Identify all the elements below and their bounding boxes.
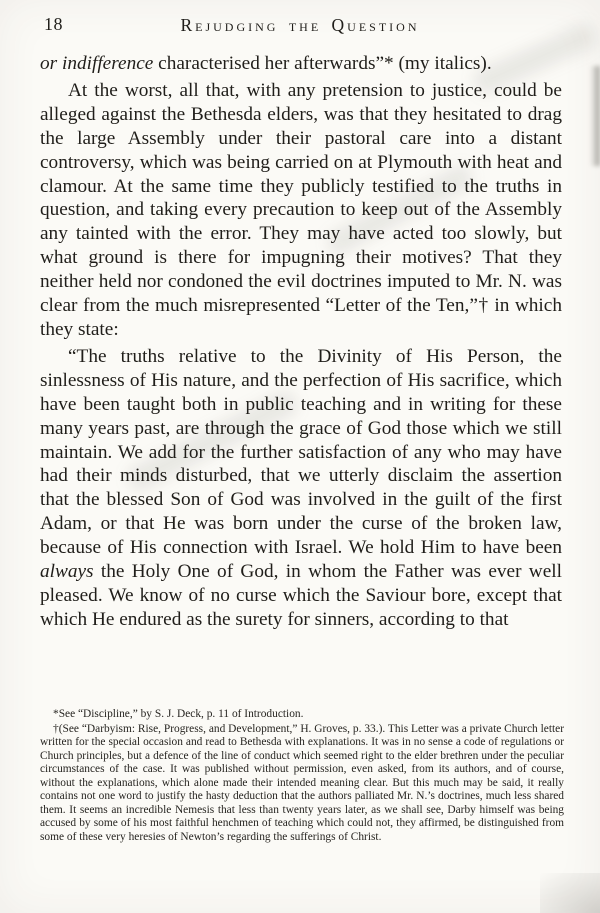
scan-corner-shadow (540, 873, 600, 913)
body-text (40, 52, 562, 632)
footnote-dagger: †(See “Darbyism: Rise, Progress, and Development,” H. Groves, p. 33.). This Letter was a private Church letter written for the special occasion and read to Bethesda with explanations. It was in no sense a code of regulations or Church principles, but a defence of the line of conduct which seemed right to the elder brethren under the peculiar circumstances of the case. It was published without permission, even asked, from its authors, and of course, without the explanations, which alone made their intended meaning clear. But this much may be said, it really contains not one word to justify the hasty deduction that the authors palliated Mr. N.’s doctrines, much less shared them. It seems an incredible Nemesis that less than twenty years later, as we shall see, Darby himself was being accused by some of his most faithful henchmen of teaching which could not, they affirmed, be distinguished from some of these very heresies of Newton’s regarding the sufferings of Christ. (40, 722, 564, 843)
page-header (44, 14, 556, 40)
footnotes (40, 708, 564, 844)
scan-edge-artifact (590, 66, 600, 166)
paragraph-letter-of-ten-quote (40, 345, 562, 632)
paragraph-defense-of-elders: At the worst, all that, with any pretension to justice, could be alleged against the Bethesda elders, was that they hesitated to drag the large Assembly under their pastoral care into a distant controversy, which was being carried on at Plymouth with heat and clamour. At the same time they publicly testified to the truths in question, and taking every precaution to keep out of the Assembly any tainted with the error. They may have acted too slowly, but what ground is there for impugning their motives? That they neither held nor condoned the evil doctrines imputed to Mr. N. was clear from the much misrepresented “Letter of the Ten,”† in which they state: (40, 79, 562, 340)
footnote-asterisk: *See “Discipline,” by S. J. Deck, p. 11 of Introduction. (53, 708, 304, 720)
paragraph-continuation-text: characterised her afterwards”* (my italics). (153, 53, 492, 74)
italic-phrase: always (40, 561, 94, 583)
italic-phrase: or indifference (40, 53, 154, 74)
quote-text-after-italic: the Holy One of God, in whom the Father was ever well pleased. We know of no curse which the Saviour bore, except that which He endured as the surety for sinners, according to that (40, 561, 562, 630)
quote-text-before-italic: “The truths relative to the Divinity of His Person, the sinlessness of His nature, and the perfection of His sacrifice, which have been taught both in public teaching and in writing for these many years past, are through the grace of God those which we still maintain. We add for the further satisfaction of any who may have had their minds disturbed, that we utterly disclaim the assertion that the blessed Son of God was involved in the guilt of the first Adam, or that He was born under the curse of the broken law, because of His connection with Israel. We hold Him to have been (40, 345, 562, 559)
running-title: Rejudging the Question (180, 15, 420, 35)
page-number: 18 (44, 14, 63, 34)
paragraph-continuation (40, 52, 562, 76)
